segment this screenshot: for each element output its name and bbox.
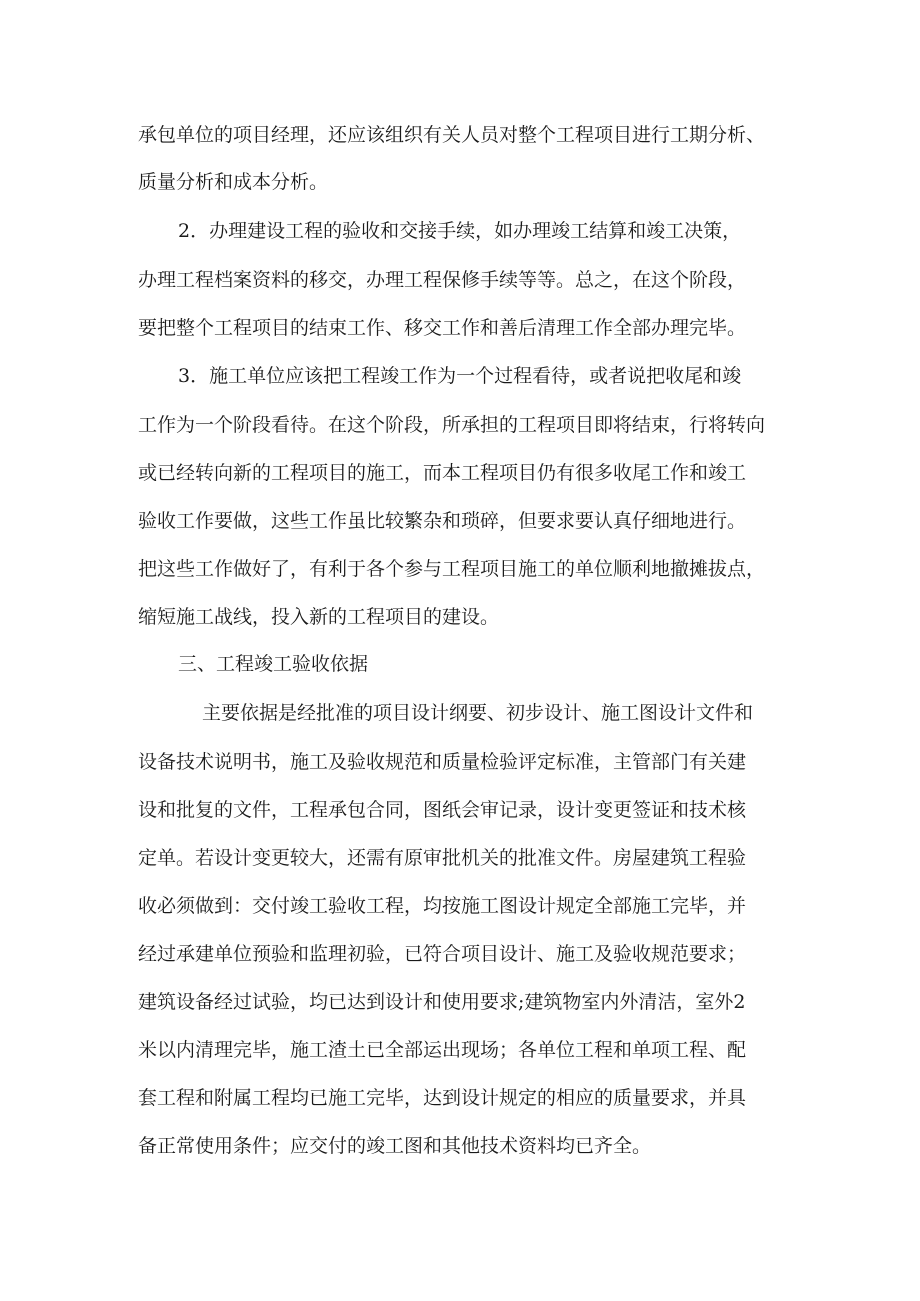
paragraph-3-line-4: 验收工作要做，这些工作虽比较繁杂和琐碎，但要求要认真仔细地进行。 [138, 510, 747, 532]
paragraph-1-line-1: 承包单位的项目经理，还应该组织有关人员对整个工程项目进行工期分析、 [138, 124, 766, 146]
paragraph-3-line-5: 把这些工作做好了，有利于各个参与工程项目施工的单位顺利地撤摊拔点， [138, 558, 766, 580]
paragraph-2-line-2: 办理工程档案资料的移交，办理工程保修手续等等。总之，在这个阶段， [138, 269, 747, 291]
paragraph-4-line-4: 定单。若设计变更较大，还需有原审批机关的批准文件。房屋建筑工程验 [138, 847, 747, 869]
paragraph-4-line-7: 建筑设备经过试验，均已达到设计和使用要求;建筑物室内外清洁，室外2 [138, 991, 746, 1013]
paragraph-4-line-9: 套工程和附属工程均已施工完毕，达到设计规定的相应的质量要求，并具 [138, 1087, 747, 1109]
section-heading: 三、工程竣工验收依据 [178, 653, 369, 675]
paragraph-2-line-1: 2．办理建设工程的验收和交接手续，如办理竣工结算和竣工决策， [178, 220, 742, 242]
paragraph-4-line-1: 主要依据是经批准的项目设计纲要、初步设计、施工图设计文件和 [202, 702, 754, 724]
paragraph-4-line-10: 备正常使用条件；应交付的竣工图和其他技术资料均已齐全。 [138, 1135, 652, 1157]
paragraph-3-line-3: 或已经转向新的工程项目的施工，而本工程项目仍有很多收尾工作和竣工 [138, 462, 747, 484]
paragraph-3-line-2: 工作为一个阶段看待。在这个阶段，所承担的工程项目即将结束，行将转向 [138, 414, 766, 436]
paragraph-4-line-3: 设和批复的文件，工程承包合同，图纸会审记录，设计变更签证和技术核 [138, 799, 747, 821]
paragraph-4-line-6: 经过承建单位预验和监理初验，已符合项目设计、施工及验收规范要求； [138, 943, 747, 965]
paragraph-4-line-8: 米以内清理完毕，施工渣土已全部运出现场；各单位工程和单项工程、配 [138, 1039, 747, 1061]
paragraph-3-line-6: 缩短施工战线，投入新的工程项目的建设。 [138, 606, 500, 628]
paragraph-4-line-2: 设备技术说明书，施工及验收规范和质量检验评定标准，主管部门有关建 [138, 751, 747, 773]
paragraph-1-line-2: 质量分析和成本分析。 [138, 171, 329, 193]
paragraph-4-line-5: 收必须做到：交付竣工验收工程，均按施工图设计规定全部施工完毕，并 [138, 895, 747, 917]
paragraph-2-line-3: 要把整个工程项目的结束工作、移交工作和善后清理工作全部办理完毕。 [138, 317, 747, 339]
paragraph-3-line-1: 3．施工单位应该把工程竣工作为一个过程看待，或者说把收尾和竣 [178, 365, 742, 387]
